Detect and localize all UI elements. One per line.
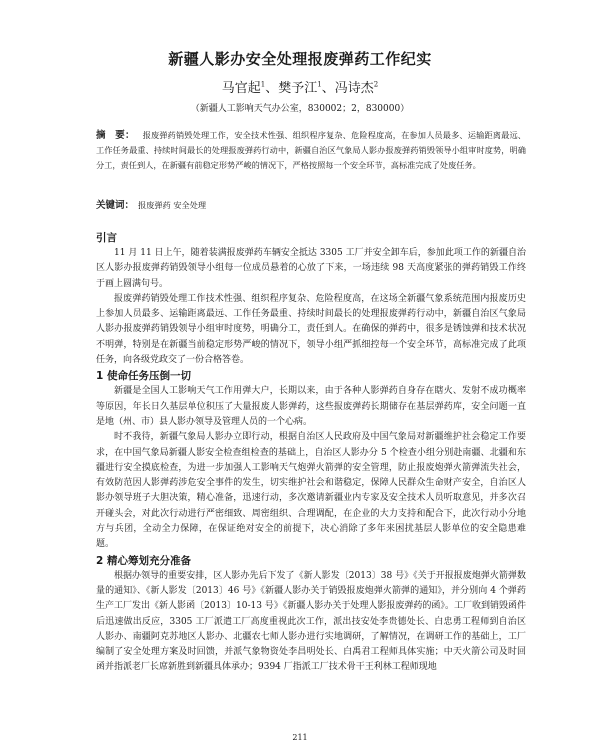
paragraph: 根据办领导的重要安排，区人影办先后下发了《新人影发〔2013〕38 号》《关于开报报废炮弹火箭弹数量的通知》、《新人影发〔2013〕46 号》《新疆人影办关于销毁报废炮弹火箭弹的通知》，并分别向 4 个弹药生产工厂发出《新人影函〔2013〕10-13 号》《新疆人影办关于处理人影报废弹药的函》。工厂收到销毁函件后迅速做出反应，3305 工厂派遣工厂高度重视此次工作，派出技安处李贵德处长、白忠勇工程师到自治区人影办、南疆阿克苏地区人影办、北疆农七师人影办进行实地调研，了解情况，在调研工作的基础上，工厂编制了安全处理方案及时回馈，并派气象物资处李昌明处长、白禹君工程师具体实施；中天火箭公司及时回函并指派老厂长席新胜到新疆具体承办；9394 厂指派工厂技术骨干王利林工程师现地 (96, 570, 526, 673)
paper-title: 新疆人影办安全处理报废弹药工作纪实 (168, 50, 432, 68)
author-affil-mark: 2 (373, 80, 379, 89)
abstract-text: 报废弹药销毁处理工作，安全技术性强、组织程序复杂、危险程度高，在参加人员最多、运输距离最远、工作任务最重、持续时间最长的处理报废弹药行动中，新疆自治区气象局人影办报废弹药销毁领导小组审时度势，明确分工，责任到人，在新疆有前稳定形势严峻的情况下，严格按照每一个安全环节，高标准完成了处废任务。 (96, 130, 526, 171)
section-heading-2: 2 精心筹划充分准备 (96, 554, 191, 567)
article-body (96, 230, 526, 676)
paragraph: 时不我待，新疆气象局人影办立即行动，根据自治区人民政府及中国气象局对新疆维护社会稳定工作要求，在中国气象局新疆人影安全检查组检查的基础上，自治区人影办分 5 个检查小组分别赴南疆、北疆和东疆进行安全摸底检查，为进一步加强人工影响天气炮弹火箭弹的安全管理，防止报废炮弹火箭弹流失社会，有效防范因人影弹药涉危安全事件的发生，切实维护社会和谐稳定，保障人民群众生命财产安全，自治区人影办领导班子大胆决策，精心准备，迅速行动，多次邀请新疆业内专家及安全技术人员听取意见，并多次召开碰头会，对此次行动进行严密细致、周密组织、合理调配，在企业的大力支持和配合下，此次行动小分地方与兵团，全动全力保障，在保证绝对安全的前提下，决心消除了多年来困扰基层人影单位的安全隐患难题。 (96, 432, 526, 550)
author-affil-mark: 1 (317, 80, 322, 89)
author-affil-mark: 1 (260, 80, 266, 89)
author-name: 樊予江 (278, 81, 318, 96)
keywords-label: 关键词： (96, 200, 135, 211)
keywords (96, 197, 526, 211)
section-heading-intro: 引言 (96, 232, 117, 244)
section-heading-1: 1 使命任务压倒一切 (96, 370, 191, 383)
paragraph: 11 月 11 日上午，随着装满报废弹药车辆安全抵达 3305 工厂并安全卸车后，参加此项工作的新疆自治区人影办报废弹药销毁领导小组每一位成员悬着的心放了下来，一场违续 98 天高度紧张的弹药销毁工作终于画上圆满句号。 (96, 248, 526, 289)
author-name: 马官起 (221, 81, 261, 96)
author-name: 冯诗杰 (334, 81, 374, 96)
abstract-label: 摘 要： (96, 130, 135, 141)
author-list (0, 77, 600, 96)
author-separator: 、 (321, 81, 335, 96)
paragraph: 报废弹药销毁处理工作技术性强、组织程序复杂、危险程度高，在这场全新疆气象系统范围内报废历史上参加人员最多、运输距离最远、工作任务最重、持续时间最长的处理报废弹药行动中，新疆自治区气象局人影办报废弹药销毁领导小组审时度势，明确分工，责任到人。在确保的弹药中，很多是锈蚀弹和技术状况不明弹，特别是在新疆当前稳定形势严峻的情况下，领导小组严抓细控每一个安全环节，高标准完成了此项任务，向各级党政交了一份合格答卷。 (96, 293, 526, 366)
author-separator: 、 (265, 81, 279, 96)
keywords-text: 报废弹药 安全处理 (138, 200, 207, 210)
abstract (96, 128, 526, 174)
paragraph: 新疆是全国人工影响天气工作用弹大户，长期以来，由于各种人影弹药自身存在瞎火、发射不成功概率等原因，年长日久基层单位积压了大量报废人影弹药，这些报废弹药长期储存在基层弹药库，安全问题一直是地（州、市）县人影办领导及管理人员的一个心病。 (96, 386, 526, 427)
affiliation: （新疆人工影响天气办公室，830002；2，830000） (190, 104, 410, 114)
page-number: 211 (292, 733, 308, 742)
